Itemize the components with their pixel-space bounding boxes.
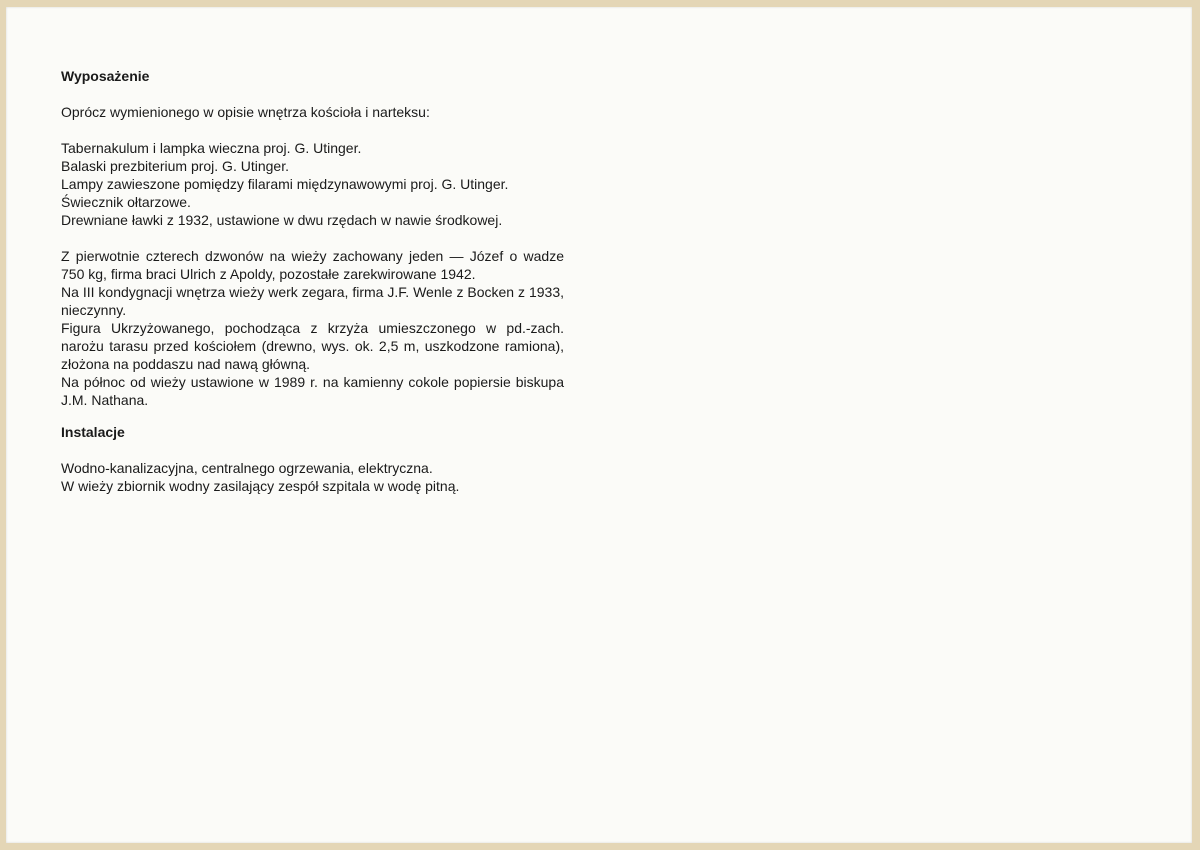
section-heading-wyposazenie: Wyposażenie	[61, 68, 150, 84]
section-heading-instalacje: Instalacje	[61, 424, 125, 440]
paragraph-crucifix: Figura Ukrzyżowanego, pochodząca z krzyża umieszczonego w pd.-zach. narożu tarasu przed kościołem (drewno, wys. ok. 2,5 m, uszkodzone ramiona), złożona na poddaszu nad nawą główną.	[61, 320, 564, 372]
intro-text: Oprócz wymienionego w opisie wnętrza kościoła i narteksu:	[61, 104, 430, 120]
document-body	[61, 67, 564, 495]
paragraph-bust: Na północ od wieży ustawione w 1989 r. na kamienny cokole popiersie biskupa J.M. Nathana.	[61, 374, 564, 408]
list-item: Świecznik ołtarzowe.	[61, 194, 191, 210]
list-item: Lampy zawieszone pomiędzy filarami międzynawowymi proj. G. Utinger.	[61, 176, 509, 192]
installation-line: W wieży zbiornik wodny zasilający zespół szpitala w wodę pitną.	[61, 478, 460, 494]
paragraph-clock: Na III kondygnacji wnętrza wieży werk zegara, firma J.F. Wenle z Bocken z 1933, nieczynny.	[61, 284, 564, 318]
list-item: Tabernakulum i lampka wieczna proj. G. Utinger.	[61, 140, 362, 156]
list-item: Drewniane ławki z 1932, ustawione w dwu rzędach w nawie środkowej.	[61, 212, 503, 228]
installation-line: Wodno-kanalizacyjna, centralnego ogrzewania, elektryczna.	[61, 460, 433, 476]
list-item: Balaski prezbiterium proj. G. Utinger.	[61, 158, 289, 174]
paragraph-bells: Z pierwotnie czterech dzwonów na wieży zachowany jeden — Józef o wadze 750 kg, firma braci Ulrich z Apoldy, pozostałe zarekwirowane 1942.	[61, 248, 564, 282]
